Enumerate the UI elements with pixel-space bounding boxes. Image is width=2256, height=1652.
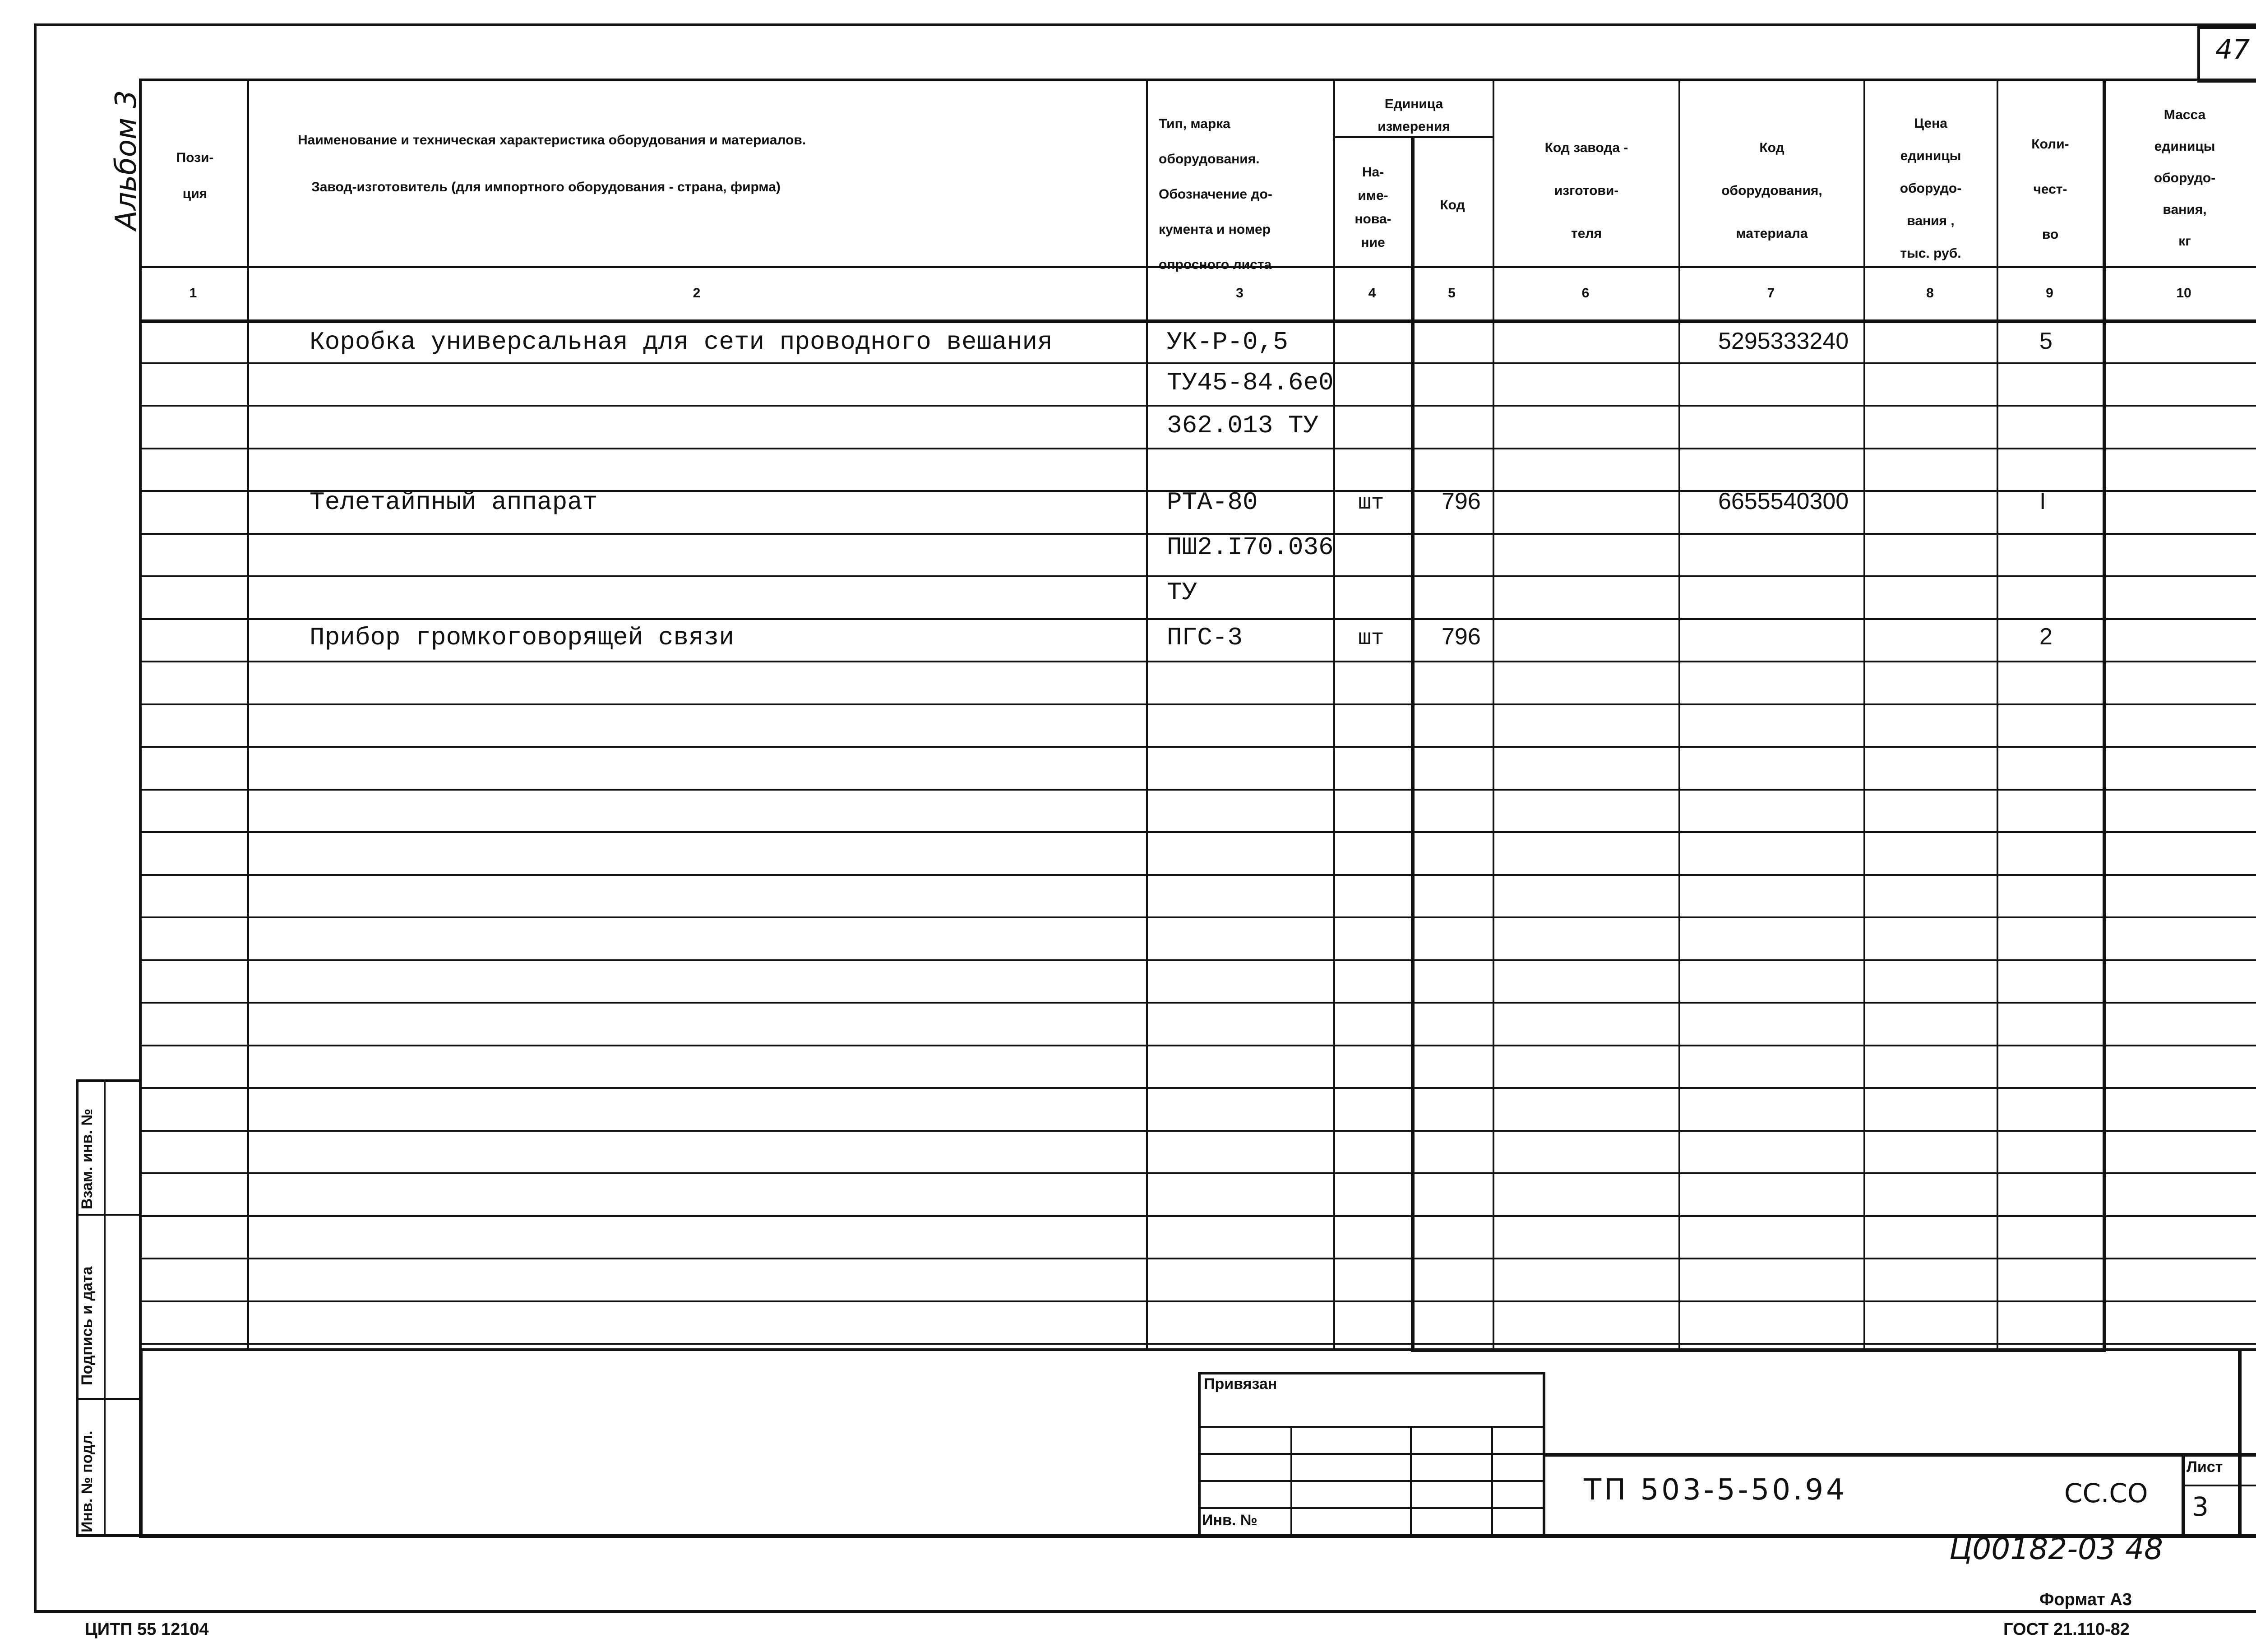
row-name: Коробка универсальная для сети проводного вешания xyxy=(310,328,1053,356)
row-unit-code: 796 xyxy=(1442,624,1481,650)
header-equipment-code: Код оборудования, материала xyxy=(1721,140,1822,241)
header-name-line1: Наименование и техническая характеристика оборудования и материалов. xyxy=(298,133,806,148)
row-qty: I xyxy=(2039,488,2046,514)
header-unit-code: Код xyxy=(1440,198,1465,213)
inv-no-label: Инв. № xyxy=(1202,1512,1257,1529)
row-type: ПШ2.I70.036 xyxy=(1167,533,1334,562)
doc-mark: СС.СО xyxy=(2064,1478,2148,1509)
handwritten-code: Ц00182-03 48 xyxy=(1949,1532,2163,1566)
header-unit-top: Единица измерения xyxy=(1378,97,1450,134)
row-type: ТУ45-84.6е0 xyxy=(1167,368,1334,397)
column-number-9: 9 xyxy=(2046,286,2053,301)
header-type: Тип, марка оборудования. Обозначение до- кумента и номер опросного листа xyxy=(1159,116,1272,272)
header-mass: Масса единицы оборудо- вания, кг xyxy=(2154,107,2216,249)
row-equipment-code: 5295333240 xyxy=(1718,328,1849,354)
column-number-4: 4 xyxy=(1368,286,1376,301)
column-number-7: 7 xyxy=(1767,286,1775,301)
row-name: Телетайпный аппарат xyxy=(310,488,598,517)
row-type: РТА-80 xyxy=(1167,488,1258,517)
row-type: ПГС-3 xyxy=(1167,623,1243,652)
header-unit-name: На- име- нова- ние xyxy=(1355,165,1392,250)
row-type: УК-Р-0,5 xyxy=(1167,328,1288,356)
header-pos: Пози- ция xyxy=(176,150,214,201)
list-label: Лист xyxy=(2187,1458,2223,1476)
row-unit: шт xyxy=(1358,491,1384,515)
stamp-inv-podl: Инв. № подл. xyxy=(79,1430,96,1532)
doc-code: ТП 503-5-50.94 xyxy=(1584,1473,1847,1507)
row-qty: 5 xyxy=(2039,328,2053,354)
column-number-5: 5 xyxy=(1448,286,1456,301)
column-number-6: 6 xyxy=(1581,286,1590,301)
row-name: Прибор громкоговорящей связи xyxy=(310,623,734,652)
sheet-corner-number: 47 xyxy=(2215,34,2250,65)
header-qty: Коли- чест- во xyxy=(2031,137,2069,242)
citp-label: ЦИТП 55 12104 xyxy=(85,1620,209,1639)
stamp-vzam: Взам. инв. № xyxy=(79,1108,96,1209)
binding-label: Привязан xyxy=(1204,1375,1277,1393)
format-label: Формат А3 xyxy=(2039,1590,2132,1609)
header-price: Цена единицы оборудо- вания , тыс. руб. xyxy=(1900,116,1962,261)
row-type: 362.013 ТУ xyxy=(1167,411,1319,440)
column-number-1: 1 xyxy=(189,286,197,301)
column-number-3: 3 xyxy=(1236,286,1244,301)
row-qty: 2 xyxy=(2039,624,2053,650)
album-label: Альбом 3 xyxy=(110,90,143,230)
list-value: 3 xyxy=(2192,1491,2209,1522)
row-type: ТУ xyxy=(1167,578,1197,607)
row-unit: шт xyxy=(1358,626,1384,651)
column-number-8: 8 xyxy=(1926,286,1934,301)
gost-label: ГОСТ 21.110-82 xyxy=(2003,1620,2130,1639)
column-number-2: 2 xyxy=(693,286,701,301)
row-unit-code: 796 xyxy=(1442,488,1481,514)
stamp-podpis: Подпись и дата xyxy=(79,1266,96,1385)
header-factory-code: Код завода - изготови- теля xyxy=(1544,140,1628,241)
column-number-10: 10 xyxy=(2176,286,2191,301)
header-name-line2: Завод-изготовитель (для импортного оборудования - страна, фирма) xyxy=(311,180,781,194)
row-equipment-code: 6655540300 xyxy=(1718,488,1849,514)
